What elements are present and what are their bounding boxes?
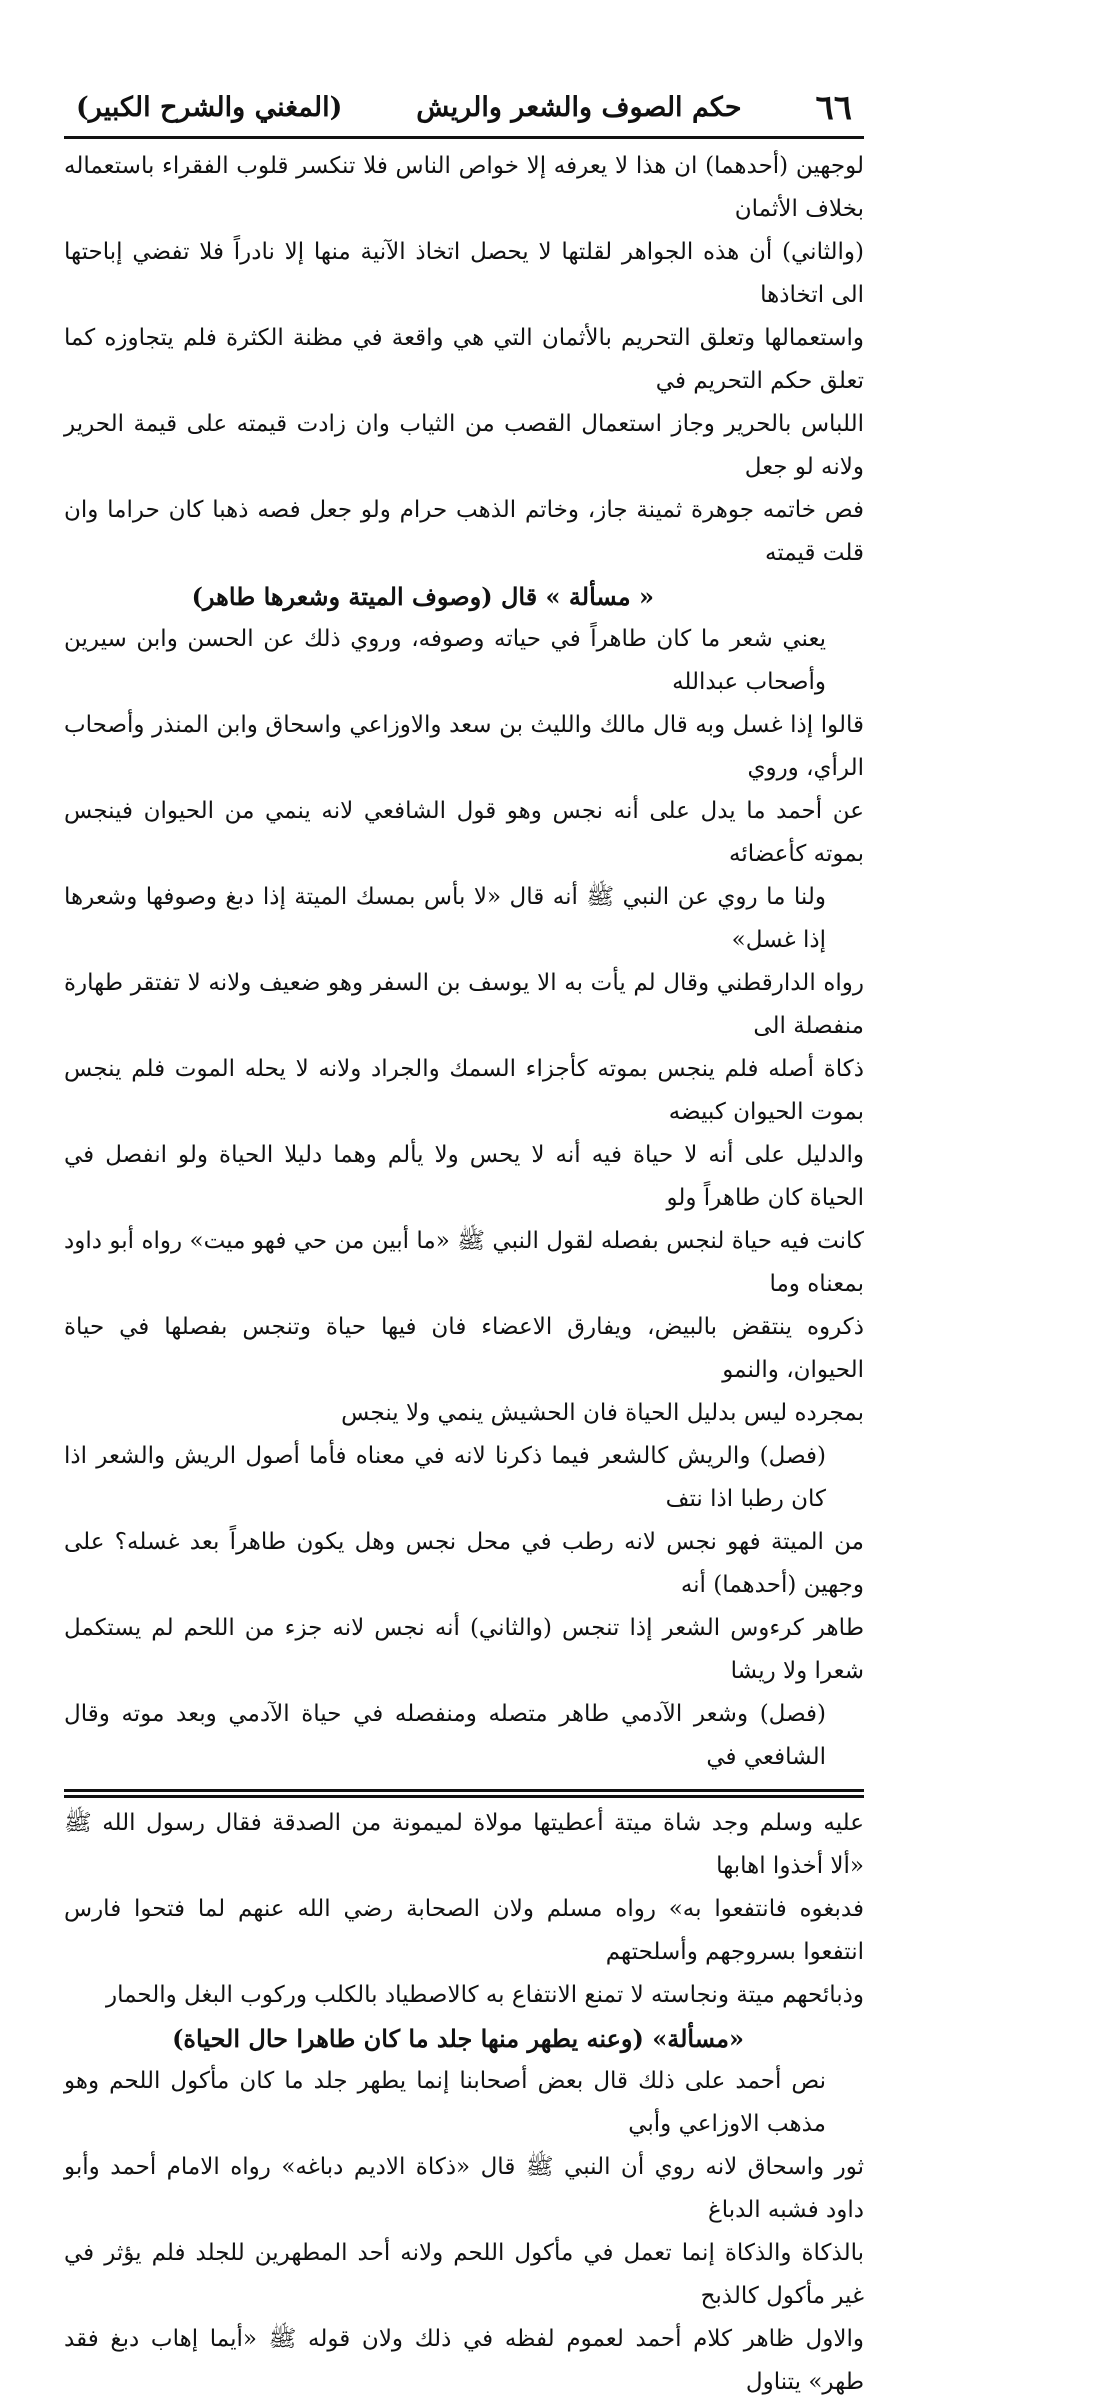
text-line: ولنا ما روي عن النبي ﷺ أنه قال «لا بأس بمسك الميتة إذا دبغ وصوفها وشعرها إذا غسل» [64,884,826,953]
page-number: ٦٦ [815,88,852,128]
text-line: (فصل) وشعر الآدمي طاهر متصله ومنفصله في حياة الآدمي وبعد موته وقال الشافعي في [64,1701,826,1770]
text-line: والدليل على أنه لا حياة فيه أنه لا يحس ولا يألم وهما دليلا الحياة ولو انفصل في الحياة كان طاهراً ولو [64,1142,864,1211]
text-line: يعني شعر ما كان طاهراً في حياته وصوفه، وروي ذلك عن الحسن وابن سيرين وأصحاب عبدالله [64,626,826,695]
footnote-separator [64,1789,864,1792]
footnote-separator [64,1795,864,1798]
masala-heading: «مسألة» (وعنه يطهر منها جلد ما كان طاهرا حال الحياة) [172,2024,744,2053]
main-text [64,145,864,1779]
text-line: بمجرده ليس بدليل الحياة فان الحشيش ينمي ولا ينجس [341,1400,864,1426]
text-line: ذكروه ينتقض بالبيض، ويفارق الاعضاء فان فيها حياة وتنجس بفصلها في حياة الحيوان، والنمو [64,1314,864,1383]
text-line: واستعمالها وتعلق التحريم بالأثمان التي هي واقعة في مظنة الكثرة فلم يتجاوزه كما تعلق حكم التحريم في [64,325,864,394]
page-title: حكم الصوف والشعر والريش [416,92,742,123]
text-line: من الميتة فهو نجس لانه رطب في محل نجس وهل يكون طاهراً بعد غسله؟ على وجهين (أحدهما) أنه [64,1529,864,1598]
text-line: بالذكاة والذكاة إنما تعمل في مأكول اللحم ولانه أحد المطهرين للجلد فلم يؤثر في غير مأكول كالذبح [64,2240,864,2309]
text-line: ثور واسحاق لانه روي أن النبي ﷺ قال «ذكاة الاديم دباغه» رواه الامام أحمد وأبو داود فشبه الدباغ [64,2154,864,2223]
text-line: فدبغوه فانتفعوا به» رواه مسلم ولان الصحابة رضي الله عنهم لما فتحوا فارس انتفعوا بسروجهم وأسلحتهم [64,1896,864,1965]
text-line: قالوا إذا غسل وبه قال مالك والليث بن سعد والاوزاعي واسحاق وابن المنذر وأصحاب الرأي، وروي [64,712,864,781]
text-line: اللباس بالحرير وجاز استعمال القصب من الثياب وان زادت قيمته على قيمة الحرير ولانه لو جعل [64,411,864,480]
text-line: عن أحمد ما يدل على أنه نجس وهو قول الشافعي لانه ينمي من الحيوان فينجس بموته كأعضائه [64,798,864,867]
text-line: عليه وسلم وجد شاة ميتة أعطيتها مولاة لميمونة من الصدقة فقال رسول الله ﷺ «ألا أخذوا اهابها [64,1810,864,1879]
text-line: وذبائحهم ميتة ونجاسته لا تمنع الانتفاع به كالاصطياد بالكلب وركوب البغل والحمار [105,1982,864,2008]
text-line: نص أحمد على ذلك قال بعض أصحابنا إنما يطهر جلد ما كان مأكول اللحم وهو مذهب الاوزاعي وأبي [64,2068,826,2137]
text-line: والاول ظاهر كلام أحمد لعموم لفظه في ذلك ولان قوله ﷺ «أيما إهاب دبغ فقد طهر» يتناول [64,2326,864,2395]
commentary-text [64,1802,864,2404]
text-line: لوجهين (أحدهما) ان هذا لا يعرفه إلا خواص الناس فلا تنكسر قلوب الفقراء باستعماله بخلاف الأثمان [64,153,864,222]
text-line: رواه الدارقطني وقال لم يأت به الا يوسف بن السفر وهو ضعيف ولانه لا تفتقر طهارة منفصلة الى [64,970,864,1039]
book-title: (المغني والشرح الكبير) [76,92,343,123]
text-line: كانت فيه حياة لنجس بفصله لقول النبي ﷺ «ما أبين من حي فهو ميت» رواه أبو داود بمعناه وما [64,1228,864,1297]
text-line: (والثاني) أن هذه الجواهر لقلتها لا يحصل اتخاذ الآنية منها إلا نادراً فلا تفضي إباحتها الى اتخاذها [64,239,864,308]
text-line: طاهر كرءوس الشعر إذا تنجس (والثاني) أنه نجس لانه جزء من اللحم لم يستكمل شعرا ولا ريشا [64,1615,864,1684]
text-line: ذكاة أصله فلم ينجس بموته كأجزاء السمك والجراد ولانه لا يحله الموت فلم ينجس بموت الحيوان كبيضه [64,1056,864,1125]
text-line: (فصل) والريش كالشعر فيما ذكرنا لانه في معناه فأما أصول الريش والشعر اذا كان رطبا اذا نتف [64,1443,826,1512]
page-header [64,88,864,139]
masala-heading: « مسألة » قال (وصوف الميتة وشعرها طاهر) [191,582,654,611]
text-line: فص خاتمه جوهرة ثمينة جاز، وخاتم الذهب حرام ولو جعل فصه ذهبا كان حراما وان قلت قيمته [64,497,864,566]
